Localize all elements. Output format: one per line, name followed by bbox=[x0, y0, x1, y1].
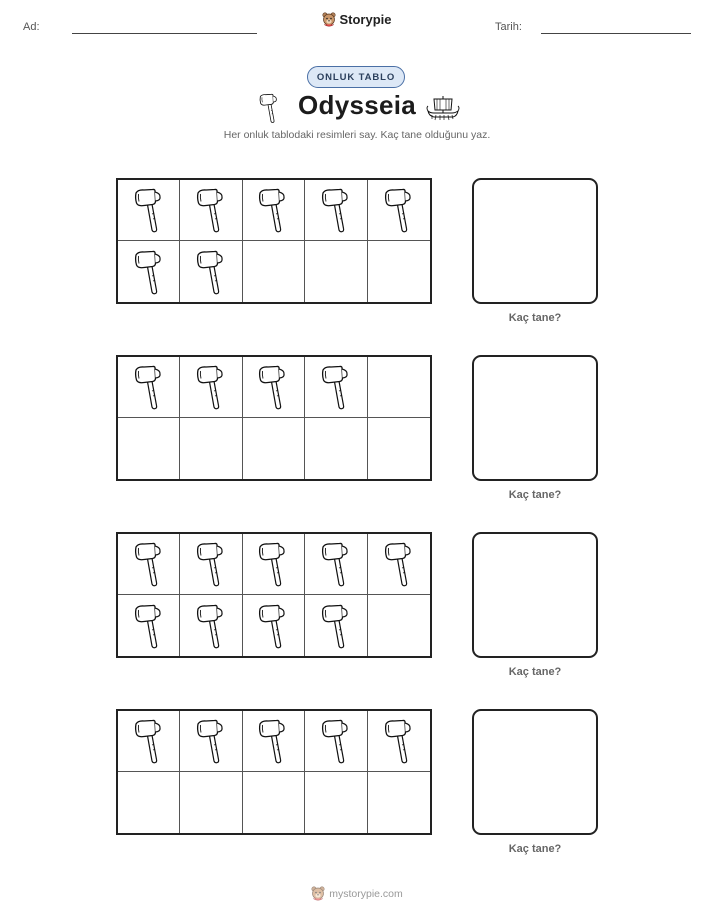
axe-icon bbox=[319, 540, 353, 588]
ten-frame-cell bbox=[118, 595, 180, 656]
axe-icon bbox=[256, 540, 290, 588]
axe-icon bbox=[132, 602, 166, 650]
ten-frame-cell bbox=[305, 241, 367, 302]
axe-icon bbox=[319, 717, 353, 765]
ten-frame-cell bbox=[180, 241, 242, 302]
ten-frame-cell bbox=[180, 772, 242, 833]
ten-frame-cell bbox=[368, 711, 430, 772]
axe-icon bbox=[132, 717, 166, 765]
axe-icon bbox=[256, 602, 290, 650]
axe-icon bbox=[256, 717, 290, 765]
question-label: Kaç tane? bbox=[508, 312, 562, 324]
ten-frame-cell bbox=[305, 711, 367, 772]
ten-frame-cell bbox=[243, 595, 305, 656]
ten-frame-cell bbox=[118, 534, 180, 595]
page-title: Odysseia bbox=[297, 90, 417, 120]
ten-frame-cell bbox=[118, 180, 180, 241]
ten-frame-cell bbox=[118, 711, 180, 772]
date-line[interactable] bbox=[541, 33, 691, 34]
instructions: Her onluk tablodaki resimleri say. Kaç tane olduğunu yaz. bbox=[223, 129, 491, 141]
axe-icon bbox=[319, 363, 353, 411]
ten-frame-cell bbox=[118, 418, 180, 479]
ten-frame-cell bbox=[368, 534, 430, 595]
ship-icon bbox=[426, 94, 460, 122]
ten-frame-cell bbox=[243, 772, 305, 833]
question-label: Kaç tane? bbox=[508, 666, 562, 678]
axe-icon bbox=[194, 602, 228, 650]
axe-icon bbox=[132, 186, 166, 234]
answer-box[interactable] bbox=[472, 178, 598, 304]
answer-box[interactable] bbox=[472, 532, 598, 658]
axe-icon bbox=[132, 540, 166, 588]
worksheet-type-badge: ONLUK TABLO bbox=[307, 66, 405, 88]
bear-icon bbox=[311, 886, 325, 901]
footer-url[interactable]: mystorypie.com bbox=[329, 887, 403, 900]
axe-icon bbox=[382, 540, 416, 588]
axe-icon bbox=[256, 186, 290, 234]
name-label: Ad: bbox=[23, 21, 40, 33]
bear-icon bbox=[322, 12, 336, 27]
name-line[interactable] bbox=[72, 33, 257, 34]
ten-frame-cell bbox=[243, 534, 305, 595]
ten-frame bbox=[116, 532, 432, 658]
ten-frame-cell bbox=[305, 595, 367, 656]
axe-icon bbox=[194, 248, 228, 296]
ten-frame-cell bbox=[305, 357, 367, 418]
ten-frame-cell bbox=[305, 418, 367, 479]
axe-icon bbox=[194, 540, 228, 588]
ten-frame-cell bbox=[180, 180, 242, 241]
ten-frame-cell bbox=[243, 711, 305, 772]
answer-box[interactable] bbox=[472, 355, 598, 481]
axe-icon bbox=[382, 186, 416, 234]
axe-icon bbox=[319, 602, 353, 650]
axe-icon bbox=[132, 248, 166, 296]
axe-icon bbox=[256, 363, 290, 411]
ten-frame bbox=[116, 709, 432, 835]
ten-frame-cell bbox=[243, 180, 305, 241]
ten-frame-cell bbox=[118, 772, 180, 833]
ten-frame-cell bbox=[180, 418, 242, 479]
footer bbox=[0, 886, 714, 901]
ten-frame-cell bbox=[305, 180, 367, 241]
question-label: Kaç tane? bbox=[508, 843, 562, 855]
brand-name: Storypie bbox=[339, 12, 392, 27]
axe-icon bbox=[132, 363, 166, 411]
ten-frame-cell bbox=[243, 418, 305, 479]
ten-frame-cell bbox=[180, 534, 242, 595]
date-label: Tarih: bbox=[495, 21, 522, 33]
ten-frame-cell bbox=[118, 241, 180, 302]
ten-frame-cell bbox=[368, 241, 430, 302]
ten-frame-cell bbox=[368, 772, 430, 833]
question-label: Kaç tane? bbox=[508, 489, 562, 501]
axe-icon bbox=[382, 717, 416, 765]
ten-frame-cell bbox=[243, 241, 305, 302]
ten-frame-cell bbox=[180, 595, 242, 656]
ten-frame-cell bbox=[368, 595, 430, 656]
ten-frame-cell bbox=[243, 357, 305, 418]
axe-icon bbox=[194, 717, 228, 765]
axe-icon bbox=[194, 363, 228, 411]
ten-frame bbox=[116, 178, 432, 304]
ten-frame-cell bbox=[368, 357, 430, 418]
ten-frame-cell bbox=[180, 711, 242, 772]
brand-logo bbox=[0, 12, 714, 27]
ten-frame-cell bbox=[305, 772, 367, 833]
ten-frame-cell bbox=[305, 534, 367, 595]
axe-icon bbox=[194, 186, 228, 234]
answer-box[interactable] bbox=[472, 709, 598, 835]
ten-frame-cell bbox=[180, 357, 242, 418]
ten-frame-cell bbox=[368, 418, 430, 479]
axe-icon bbox=[319, 186, 353, 234]
ten-frame bbox=[116, 355, 432, 481]
ten-frame-cell bbox=[118, 357, 180, 418]
ten-frame-cell bbox=[368, 180, 430, 241]
